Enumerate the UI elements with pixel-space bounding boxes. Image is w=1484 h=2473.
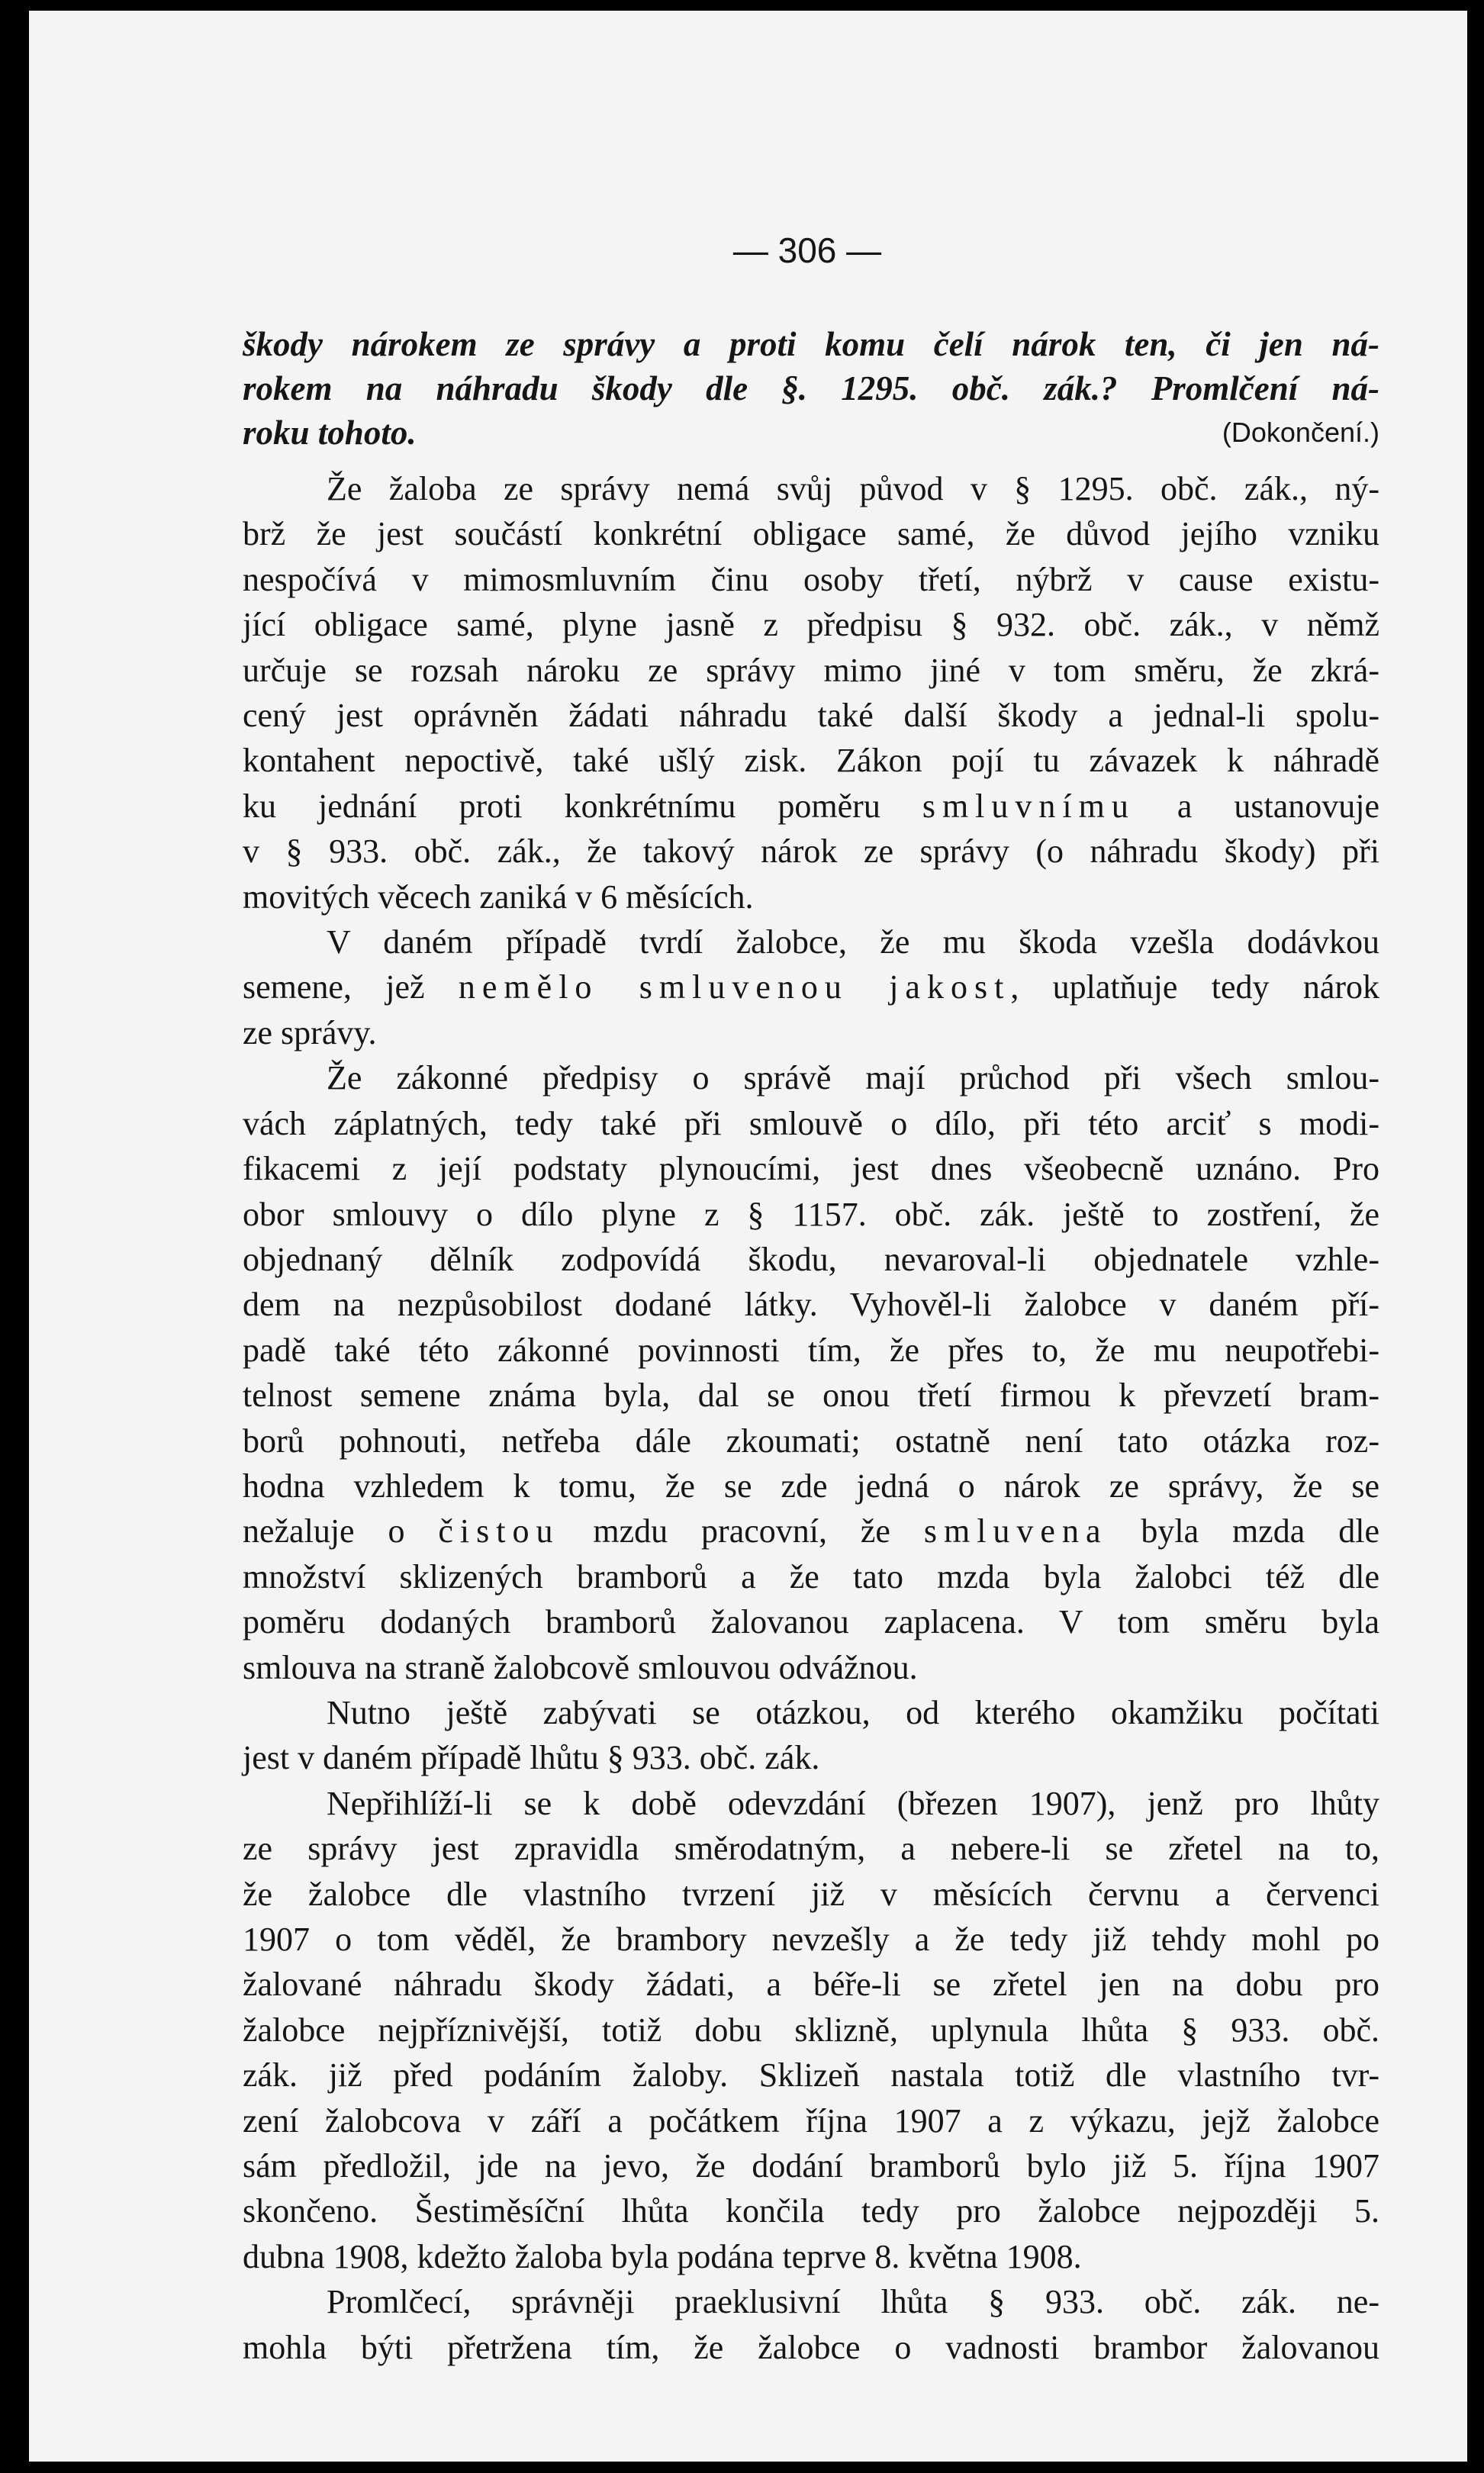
text-fragment: mzdu pracovní, že [559, 1512, 924, 1550]
text-line: mohla býti přetržena tím, že žalobce o vadnosti brambor žalovanou [243, 2328, 1379, 2366]
text-line: zení žalobcova v září a počátkem října 1907 a z výkazu, jejž žalobce [243, 2101, 1379, 2140]
text-line: sám předložil, jde na jevo, že dodání bramborů bylo již 5. října 1907 [243, 2147, 1379, 2185]
text-line: jící obligace samé, plyne jasně z předpisu § 932. obč. zák., v němž [243, 606, 1379, 644]
text-line: žalované náhradu škody žádati, a béře-li se zřetel jen na dobu pro [243, 1966, 1379, 2004]
text-line: kontahent nepoctivě, také ušlý zisk. Zákon pojí tu závazek k náhradě [243, 742, 1379, 780]
text-line: fikacemi z její podstaty plynoucími, jest dnes všeobecně uznáno. Pro [243, 1150, 1379, 1188]
emphasized-text: nemělo smluvenou jakost [458, 968, 1011, 1006]
text-line [243, 964, 1379, 1009]
text-line: cený jest oprávněn žádati náhradu také další škody a jednal-li spolu- [243, 697, 1379, 735]
text-fragment: ku jednání proti konkrétnímu poměru [243, 787, 922, 825]
emphasized-text: smluvnímu [922, 787, 1135, 825]
heading-line: roku tohoto. [243, 414, 417, 452]
text-line: movitých věcech zaniká v 6 měsících. [243, 877, 754, 916]
heading-tail [243, 411, 1379, 455]
text-line: vách záplatných, tedy také při smlouvě o dílo, při této arciť s modi- [243, 1104, 1379, 1142]
text-line: žalobce nejpříznivější, totiž dobu sklizně, uplynula lhůta § 933. obč. [243, 2011, 1379, 2049]
text-line: že žalobce dle vlastního tvrzení již v měsících červnu a červenci [243, 1875, 1379, 1913]
text-fragment: semene, jež [243, 968, 459, 1006]
text-line: padě také této zákonné povinnosti tím, že přes to, že mu neupotřebi- [243, 1331, 1379, 1369]
text-fragment: , uplatňuje tedy nárok [1010, 968, 1380, 1006]
text-line: Že zákonné předpisy o správě mají průchod při všech smlou- [327, 1059, 1379, 1097]
text-line: hodna vzhledem k tomu, že se zde jedná o nárok ze správy, že se [243, 1467, 1379, 1505]
emphasized-text: smluvena [923, 1512, 1108, 1550]
text-line: smlouva na straně žalobcově smlouvou odvážnou. [243, 1648, 918, 1686]
text-line: 1907 o tom věděl, že brambory nevzešly a že tedy již tehdy mohl po [243, 1921, 1379, 1958]
text-fragment: nežaluje o [243, 1512, 439, 1550]
text-line: dem na nezpůsobilost dodané látky. Vyhověl-li žalobce v daném pří- [243, 1286, 1379, 1324]
scanned-page [29, 11, 1467, 2462]
heading-line: škody nárokem ze správy a proti komu čelí nárok ten, či jen ná- [243, 325, 1379, 363]
text-line: Nutno ještě zabývati se otázkou, od kterého okamžiku počítati [327, 1693, 1379, 1731]
text-line: určuje se rozsah nároku ze správy mimo jiné v tom směru, že zkrá- [243, 651, 1379, 689]
text-fragment: byla mzda dle [1107, 1512, 1379, 1550]
text-line: skončeno. Šestiměsíční lhůta končila tedy pro žalobce nejpozději 5. [243, 2192, 1379, 2230]
body-text [243, 466, 1379, 2370]
text-line: množství sklizených bramborů a že tato mzda byla žalobci též dle [243, 1557, 1379, 1596]
text-line: v § 933. obč. zák., že takový nárok ze správy (o náhradu škody) při [243, 832, 1379, 871]
text-line: Nepřihlíží-li se k době odevzdání (březen 1907), jenž pro lhůty [327, 1784, 1379, 1822]
text-line: ze správy. [243, 1013, 377, 1051]
text-line: dubna 1908, kdežto žaloba byla podána teprve 8. května 1908. [243, 2237, 1082, 2275]
text-line: objednaný dělník zodpovídá škodu, nevaroval-li objednatele vzhle- [243, 1240, 1379, 1278]
text-line: jest v daném případě lhůtu § 933. obč. zák. [243, 1739, 820, 1777]
text-line: nespočívá v mimosmluvním činu osoby třetí, nýbrž v cause existu- [243, 560, 1379, 598]
text-line: poměru dodaných bramborů žalovanou zaplacena. V tom směru byla [243, 1603, 1379, 1641]
text-line: telnost semene známa byla, dal se onou třetí firmou k převzetí bram- [243, 1377, 1379, 1415]
text-line: Že žaloba ze správy nemá svůj původ v § 1295. obč. zák., ný- [327, 470, 1379, 507]
emphasized-text: čistou [438, 1512, 560, 1550]
text-line: V daném případě tvrdí žalobce, že mu škoda vzešla dodávkou [327, 923, 1379, 961]
text-line: brž že jest součástí konkrétní obligace samé, že důvod jejího vzniku [243, 515, 1379, 553]
continued-label: (Dokončení.) [1222, 417, 1379, 448]
text-line: Promlčecí, správněji praeklusivní lhůta § 933. obč. zák. ne- [327, 2283, 1379, 2321]
section-heading [243, 322, 1379, 455]
text-line: zák. již před podáním žaloby. Sklizeň nastala totiž dle vlastního tvr- [243, 2056, 1379, 2095]
text-line: obor smlouvy o dílo plyne z § 1157. obč. zák. ještě to zostření, že [243, 1195, 1379, 1233]
heading-line: rokem na náhradu škody dle §. 1295. obč. zák.? Promlčení ná- [243, 369, 1379, 407]
text-line [243, 1509, 1379, 1554]
text-fragment: a ustanovuje [1135, 787, 1379, 825]
text-line [243, 784, 1379, 829]
text-line: ze správy jest zpravidla směrodatným, a nebere-li se zřetel na to, [243, 1830, 1379, 1868]
text-line: borů pohnouti, netřeba dále zkoumati; ostatně není tato otázka roz- [243, 1422, 1379, 1460]
page-number: — 306 — [732, 230, 882, 270]
